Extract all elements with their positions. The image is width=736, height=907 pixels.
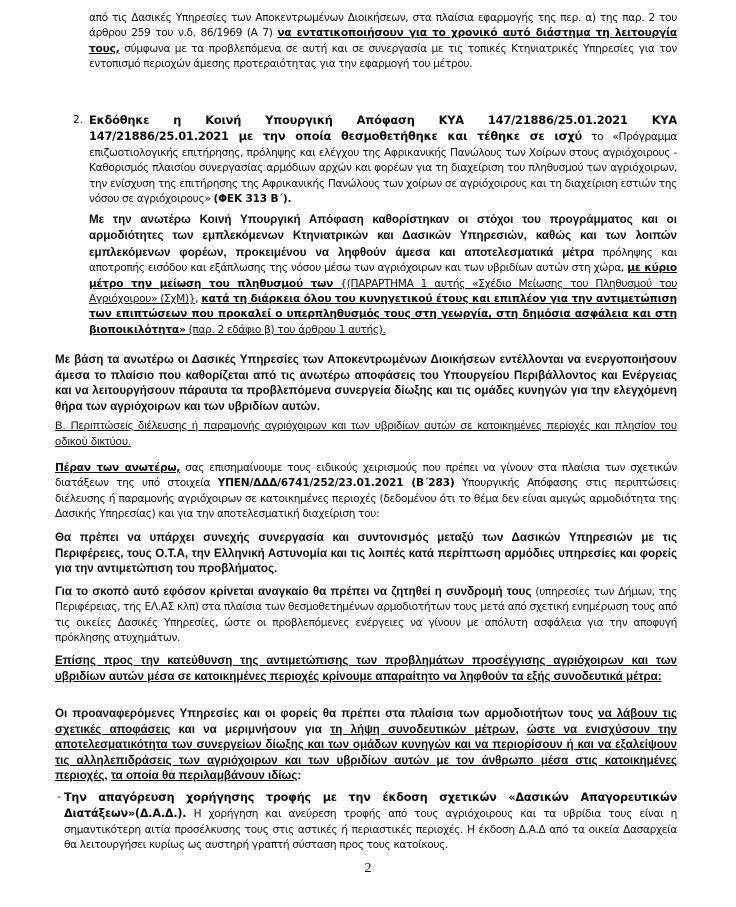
measures-paragraph: Οι προαναφερόμενες Υπηρεσίες και οι φορείς θα πρέπει στα πλαίσια των αρμοδιοτήτων τους να λάβουν τις σχετικές αποφάσεις και να μεριμνήσουν για τη λήψη συνοδευτικών μέτρων, ώστε να ενισχύσουν την αποτελεσματικότητα των συνεργείων δίωξης και των ομάδων κυνηγών και να περιορίσουν ή και να εξαλείψουν τις αλληλεπιδράσεις των αγριόχοιρων και των υβριδίων αυτών με τον άνθρωπο μέσα στις κατοικημένες περιοχές, τα οποία θα περιλαμβάνουν ιδίως: <box>55 707 677 783</box>
page-number: 2 <box>364 861 372 876</box>
intro-paragraph: από τις Δασικές Υπηρεσίες των Αποκεντρωμένων Διοικήσεων, στα πλαίσια εφαρμογής της περ. α) της παρ. 2 του άρθρου 259 του ν.δ. 86/1969 (Α 7) να εντατικοποιήσουν για το χρονικό αυτό διάστημα τη λειτουργία τους, σύμφωνα με τα προβλεπόμενα σε αυτή και σε συνεργασία με τις τοπικές Κτηνιατρικές Υπηρεσίες για τον εντοπισμό περιοχών άμεσης προτεραιότητας για την εφαρμογή του μέτρου. <box>89 12 677 71</box>
kya-detail-paragraph: Με την ανωτέρω Κοινή Υπουργική Απόφαση καθορίστηκαν οι στόχοι του προγράμματος και οι αρμοδιότητες των εμπλεκόμενων Κτηνιατρικών και Δασικών Υπηρεσιών, καθώς και των λοιπών εμπλεκόμενων φορέων, προκειμένου να ληφθούν άμεσα και αποτελεσματικά μέτρα πρόληψης και αποτροπής εισόδου και εξάπλωσης της νόσου μέσω των αγριόχοιρων και των υβριδίων αυτών στη χώρα, με κύριο μέτρο την μείωση του πληθυσμού των {(ΠΑΡΑΡΤΗΜΑ 1 αυτής «Σχέδιο Μείωσης του Πληθυσμού του Αγριόχοιρου» (ΣχΜ)}, κατά τη διάρκεια όλου του κυνηγετικού έτους και επιπλέον για την αντιμετώπιση των επιπτώσεων που προκαλεί ο υπερπληθυσμός τους στη γεωργία, στη δημόσια ασφάλεια και στη βιοποικιλότητα» (παρ. 2 εδάφιο β) του άρθρου 1 αυτής). <box>89 213 677 336</box>
bullet-dash-marker: - <box>57 791 61 803</box>
ministerial-decision-ref: ΥΠΕΝ/ΔΔΔ/6741/252/23.01.2021 (Β΄283) <box>217 477 455 490</box>
assistance-paragraph: Για το σκοπό αυτό εφόσον κρίνεται αναγκαίο θα πρέπει να ζητηθεί η συνδρομή τους (υπηρεσίες των Δήμων, της Περιφέρειας, της ΕΛ.ΑΣ κλπ) στα πλαίσια των θεσμοθετημένων αρμοδιοτήτων τους μετά από σχετική ενημέρωση τους από τις οικείες Δασικές Υπηρεσίες, ώστε οι προβλεπόμενες ενέργειες να γίνουν με απόλυτη ασφάλεια για την αποφυγή πρόκλησης ατυχημάτων. <box>55 585 677 645</box>
measures-heading: Επίσης προς την κατεύθυνση της αντιμετώπισης των προβλημάτων προσέγγισης αγριόχοιρων και των υβριδίων αυτών μέσα σε κατοικημένες περιοχές κρίνουμε απαραίτητο να ληφθούν τα εξής συνοδευτικά μέτρα: <box>55 654 677 683</box>
intensify-operations-emphasis: να εντατικοποιήσουν για το χρονικό αυτό διάστημα τη λειτουργία τους, <box>89 27 677 55</box>
bullet-feeding-ban: Την απαγόρευση χορήγησης τροφής με την έκδοση σχετικών «Δασικών Απαγορευτικών Διατάξεων»(Δ.Α.Δ.). Η χορήγηση και ανεύρεση τροφής από τους αγριόχοιρους και τα υβρίδια τους είναι η σημαντικότερη αιτία προσέλκυσης τους στις αστικές ή περιαστικές περιοχές. Η έκδοση Δ.Α.Δ από τα οικεία Δασαρχεία θα λειτουργήσει κυρίως ως αυστηρή γραπτή σύσταση προς τους κατοίκους. <box>64 791 677 852</box>
section-b-heading: Β. Περιπτώσεις διέλευσης ή παραμονής αγριόχοιρων και των υβριδίων αυτών σε κατοικημένες περιοχές και πλησίον του οδικού δικτύου. <box>55 420 677 448</box>
directive-paragraph: Με βάση τα ανωτέρω οι Δασικές Υπηρεσίες των Αποκεντρωμένων Διοικήσεων εντέλλονται να ενεργοποιήσουν άμεσα το πλαίσιο που καθορίζεται από τις ανωτέρω αποφάσεις του Υπουργείου Περιβάλλοντος και Ενέργειας και να λειτουργήσουν πάραυτα τα προβλεπόμενα συνεργεία δίωξης και τις ομάδες κυνηγών για την ελεγχόμενη θήρα των αγριόχοιρων και των υβριδίων αυτών. <box>55 353 677 413</box>
list-item-kya-decision: Εκδόθηκε η Κοινή Υπουργική Απόφαση ΚΥΑ 147/21886/25.01.2021 ΚΥΑ 147/21886/25.01.2021 με την οποία θεσμοθετήθηκε και τέθηκε σε ισχύ το «Πρόγραμμα επιζωοτιολογικής επιτήρησης, πρόληψης και ελέγχου της Αφρικανικής Πανώλους των Χοίρων στους αγριόχοιρους - Καθορισμός πλαισίου συνεργασίας αρμόδιων αρχών και φορέων για τη διαχείριση του πληθυσμού των αγριόχοιρων, την ενίσχυση της επιτήρησης της Αφρικανικής Πανώλους των χοίρων σε αγριόχοιρους και τη διαχείριση εστιών της νόσου σε αγριόχοιρους» (ΦΕΚ 313 Β΄). <box>89 113 677 206</box>
list-number: 2. <box>73 114 84 126</box>
section-b-intro-paragraph: Πέραν των ανωτέρω, σας επισημαίνουμε τους ειδικούς χειρισμούς που πρέπει να γίνουν στα πλαίσια των σχετικών διατάξεων της υπό στοιχεία ΥΠΕΝ/ΔΔΔ/6741/252/23.01.2021 (Β΄283) Υπουργικής Απόφασης στις περιπτώσεις διέλευσης ή παραμονής αγριόχοιρων σε κατοικημένες περιοχές (δεδομένου ότι το θέμα δεν είναι αμιγώς αρμοδιότητα της Δασικής Υπηρεσίας) και για την αποτελεσματική διαχείριση του: <box>55 462 677 521</box>
cooperation-paragraph: Θα πρέπει να υπάρχει συνεχής συνεργασία και συντονισμός μεταξύ των Δασικών Υπηρεσιών με τις Περιφέρειες, τους Ο.Τ.Α, την Ελληνική Αστυνομία και τις λοιπές κατά περίπτωση αρμόδιες υπηρεσίες και φορείς για την αντιμετώπιση του προβλήματος. <box>55 531 677 576</box>
